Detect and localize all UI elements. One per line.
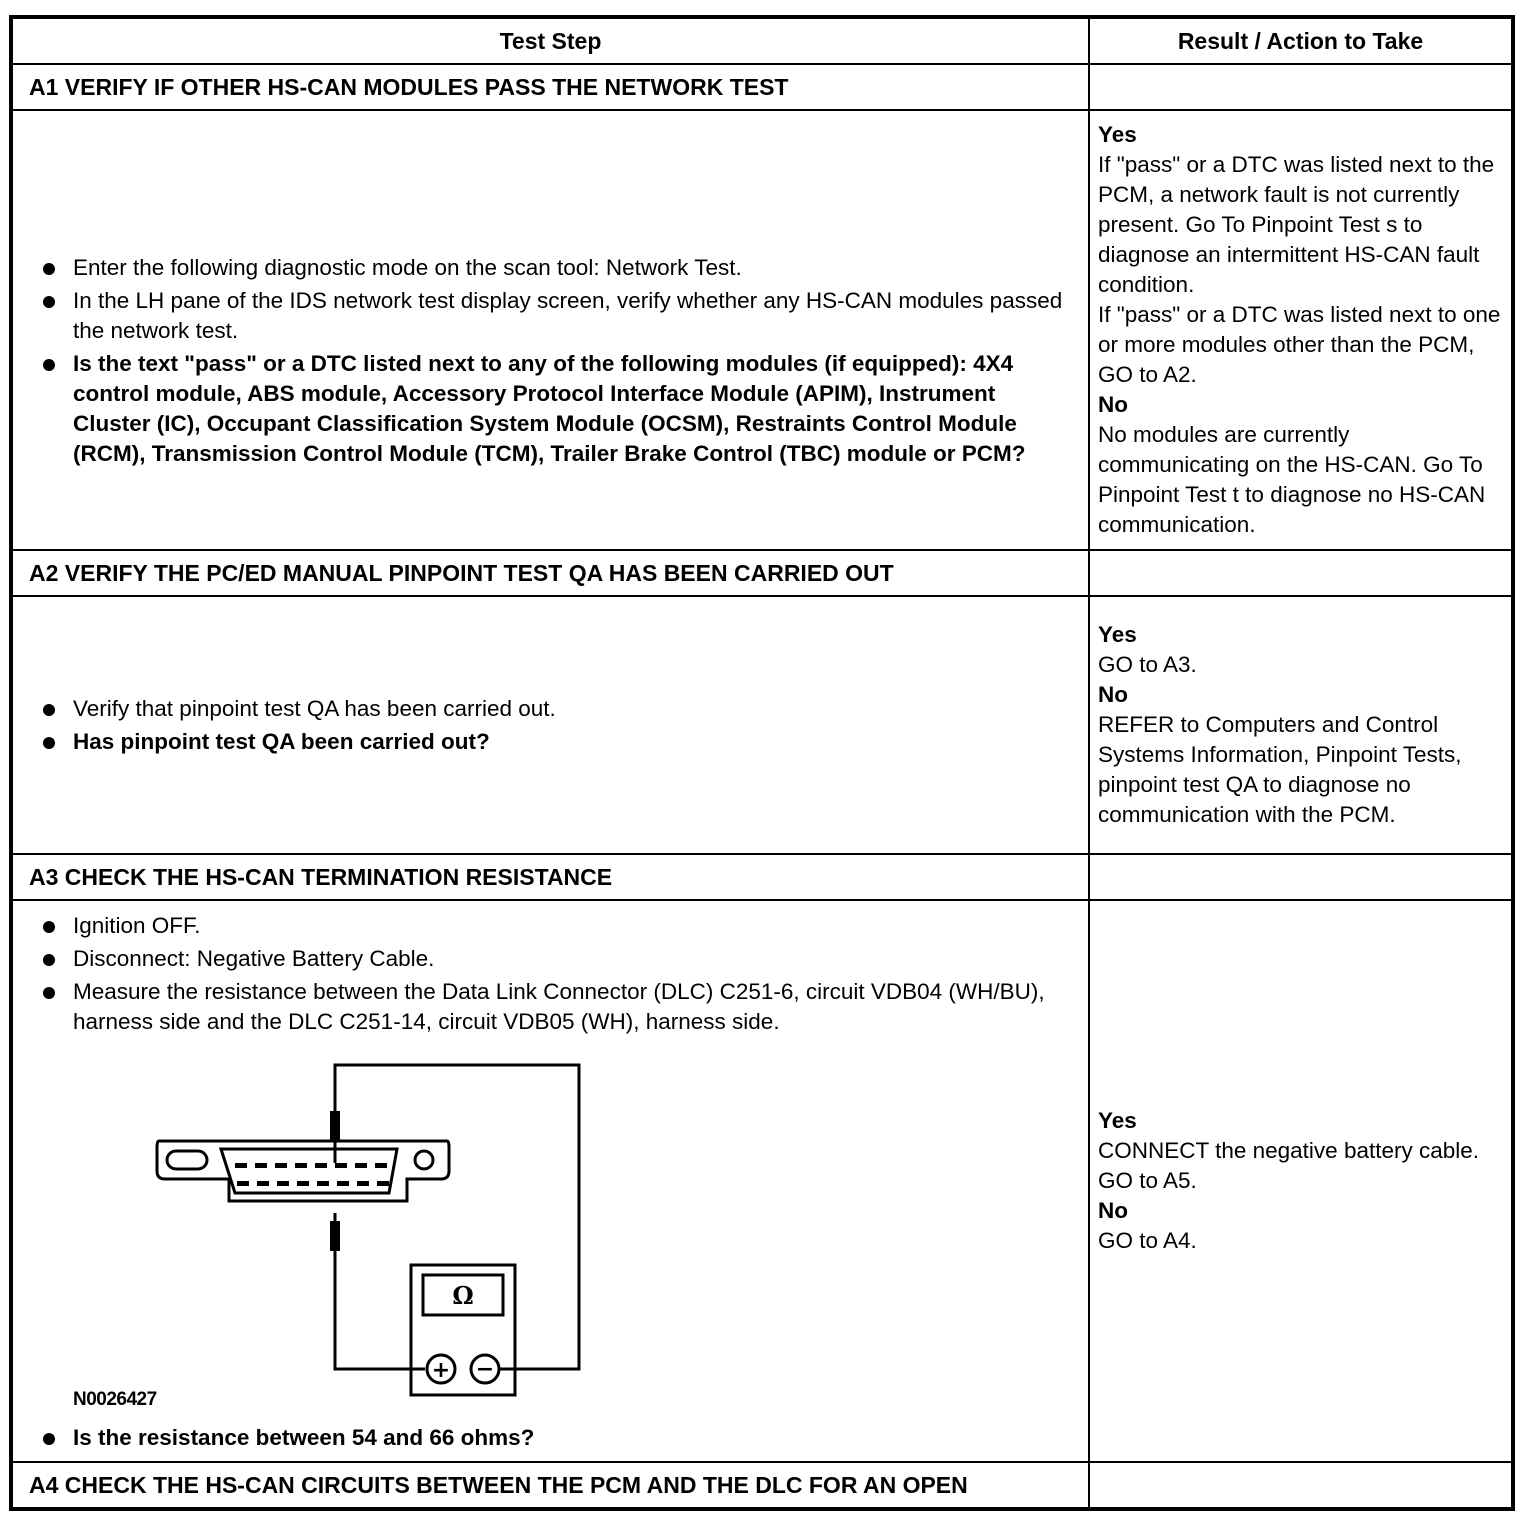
step-a2-yes-text: GO to A3.: [1098, 652, 1197, 677]
step-a2-title-row: [11, 550, 1513, 596]
table-header-row: [11, 17, 1513, 64]
step-a1-no-text: No modules are currently communicating on the HS-CAN. Go To Pinpoint Test t to diagnose no HS-CAN communication.: [1098, 422, 1486, 537]
step-a1-result: [1089, 110, 1513, 550]
step-a4-title: A4 CHECK THE HS-CAN CIRCUITS BETWEEN THE PCM AND THE DLC FOR AN OPEN: [11, 1462, 1089, 1509]
step-a1-body-row: [11, 110, 1513, 550]
probe-tip-bottom: [330, 1221, 340, 1251]
step-a3-bullet: Ignition OFF.: [37, 911, 1074, 941]
step-a2-no-label: No: [1098, 682, 1128, 707]
step-a1-bullet: In the LH pane of the IDS network test display screen, verify whether any HS-CAN modules passed the network test.: [37, 286, 1074, 346]
step-a1-no-label: No: [1098, 392, 1128, 417]
ohmmeter-plus-symbol: +: [431, 1358, 451, 1383]
step-a1-yes-label: Yes: [1098, 122, 1137, 147]
step-a2-result: [1089, 596, 1513, 854]
figure-code: N0026427: [73, 1389, 157, 1410]
step-a1-yes-text-2: If "pass" or a DTC was listed next to one or more modules other than the PCM, GO to A2.: [1098, 302, 1501, 387]
step-a2-title: A2 VERIFY THE PC/ED MANUAL PINPOINT TEST QA HAS BEEN CARRIED OUT: [11, 550, 1089, 596]
step-a2-yes-label: Yes: [1098, 622, 1137, 647]
step-a1-instructions: [11, 110, 1089, 550]
step-a1-title-result-cell: [1089, 64, 1513, 110]
step-a3-no-label: No: [1098, 1198, 1128, 1223]
step-a3-instructions: [11, 900, 1089, 1462]
header-result: Result / Action to Take: [1089, 17, 1513, 64]
step-a3-yes-label: Yes: [1098, 1108, 1137, 1133]
step-a3-result: [1089, 900, 1513, 1462]
dlc-right-mount-hole: [415, 1151, 433, 1169]
step-a3-title: A3 CHECK THE HS-CAN TERMINATION RESISTANCE: [11, 854, 1089, 900]
pinpoint-test-table: [9, 15, 1515, 1511]
step-a3-no-text: GO to A4.: [1098, 1228, 1197, 1253]
dlc-left-mount-slot: [167, 1151, 207, 1169]
ohmmeter-minus-symbol: −: [475, 1357, 495, 1382]
step-a2-instructions: [11, 596, 1089, 854]
step-a3-title-row: [11, 854, 1513, 900]
step-a1-title: A1 VERIFY IF OTHER HS-CAN MODULES PASS THE NETWORK TEST: [11, 64, 1089, 110]
step-a1-title-row: [11, 64, 1513, 110]
step-a3-question: Is the resistance between 54 and 66 ohms?: [37, 1423, 1074, 1453]
step-a3-title-result-cell: [1089, 854, 1513, 900]
step-a2-question: Has pinpoint test QA been carried out?: [37, 727, 1074, 757]
step-a3-bullet: Disconnect: Negative Battery Cable.: [37, 944, 1074, 974]
step-a4-title-row: [11, 1462, 1513, 1509]
lead-wire-top: [335, 1065, 579, 1369]
dlc-pin-row-1: [235, 1163, 387, 1168]
step-a1-bullet: Enter the following diagnostic mode on the scan tool: Network Test.: [37, 253, 1074, 283]
step-a2-title-result-cell: [1089, 550, 1513, 596]
step-a3-body-row: [11, 900, 1513, 1462]
step-a3-yes-text: CONNECT the negative battery cable. GO to A5.: [1098, 1138, 1480, 1193]
step-a1-question: Is the text "pass" or a DTC listed next to any of the following modules (if equipped): 4X4 control module, ABS module, Accessory Protocol Interface Module (APIM), Instrument Cluster (IC), Occupant Classification System Module (OCSM), Restraints Control Module (RCM), Transmission Control Module (TCM), Trailer Brake Control (TBC) module or PCM?: [37, 349, 1074, 469]
step-a2-body-row: [11, 596, 1513, 854]
step-a1-yes-text-1: If "pass" or a DTC was listed next to the PCM, a network fault is not currently present. Go To Pinpoint Test s to diagnose an intermittent HS-CAN fault condition.: [1098, 152, 1495, 297]
dlc-resistance-diagram: [143, 1053, 495, 1403]
step-a3-bullet: Measure the resistance between the Data Link Connector (DLC) C251-6, circuit VDB04 (WH/BU), harness side and the DLC C251-14, circuit VDB05 (WH), harness side.: [37, 977, 1074, 1037]
ohmmeter-symbol: Ω: [452, 1281, 474, 1310]
probe-tip-top: [330, 1111, 340, 1141]
header-test-step: Test Step: [11, 17, 1089, 64]
step-a4-title-result-cell: [1089, 1462, 1513, 1509]
dlc-pin-row-2: [237, 1181, 389, 1186]
step-a2-bullet: Verify that pinpoint test QA has been carried out.: [37, 694, 1074, 724]
step-a2-no-text: REFER to Computers and Control Systems Information, Pinpoint Tests, pinpoint test QA to diagnose no communication with the PCM.: [1098, 712, 1462, 827]
